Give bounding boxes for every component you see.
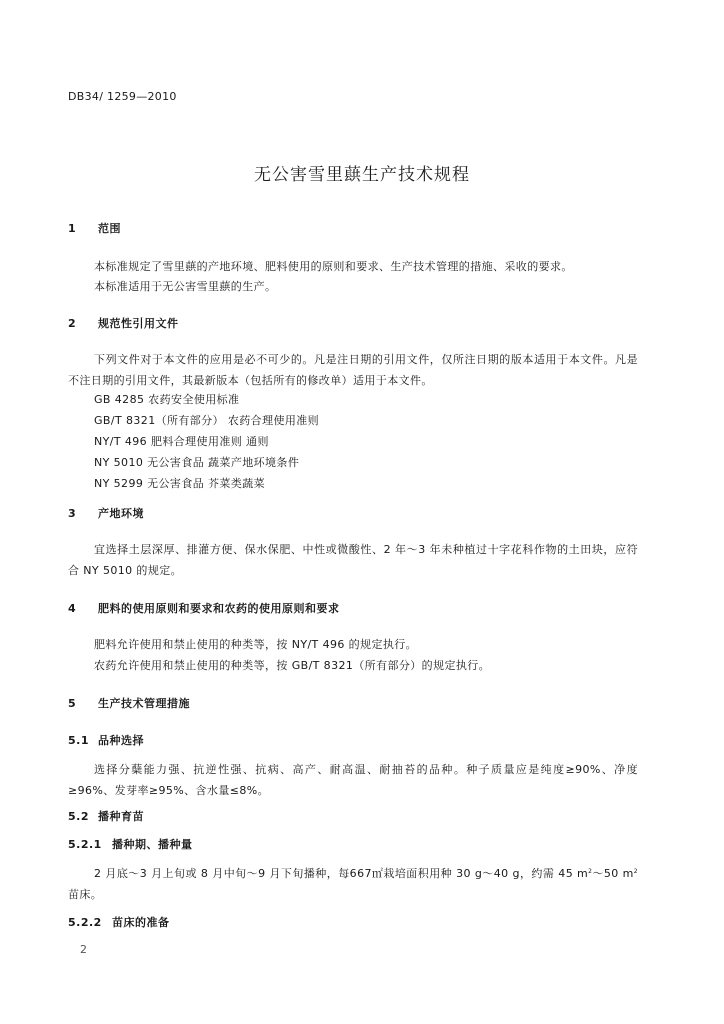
page-number: 2 bbox=[80, 943, 87, 956]
section-number: 2 bbox=[68, 317, 77, 330]
section-3-heading bbox=[68, 505, 144, 521]
section-number: 5.2.2 bbox=[68, 916, 102, 929]
section-5-1-paragraph-1: 选择分蘖能力强、抗逆性强、抗病、高产、耐高温、耐抽苔的品种。种子质量应是纯度≥90%、净度≥96%、发芽率≥95%、含水量≤8%。 bbox=[68, 763, 638, 797]
section-2-paragraph-1: 下列文件对于本文件的应用是必不可少的。凡是注日期的引用文件，仅所注日期的版本适用于本文件。凡是不注日期的引用文件，其最新版本（包括所有的修改单）适用于本文件。 bbox=[68, 353, 638, 387]
reference-item: GB 4285 农药安全使用标准 bbox=[94, 393, 240, 406]
section-title: 范围 bbox=[98, 222, 121, 235]
paragraph-text: ～50 m bbox=[592, 867, 634, 880]
section-5-2-heading bbox=[68, 808, 144, 824]
reference-item: NY 5010 无公害食品 蔬菜产地环境条件 bbox=[94, 456, 300, 469]
section-1-paragraph-1: 本标准规定了雪里蕻的产地环境、肥料使用的原则和要求、生产技术管理的措施、采收的要求。 bbox=[94, 260, 573, 273]
section-4-heading bbox=[68, 600, 340, 616]
section-title: 生产技术管理措施 bbox=[98, 697, 190, 710]
section-number: 4 bbox=[68, 602, 77, 615]
reference-item: NY/T 496 肥料合理使用准则 通则 bbox=[94, 435, 269, 448]
section-number: 1 bbox=[68, 222, 77, 235]
section-5-2-2-heading bbox=[68, 914, 170, 930]
section-2-heading bbox=[68, 315, 179, 331]
document-title: 无公害雪里蕻生产技术规程 bbox=[254, 165, 470, 185]
section-number: 5 bbox=[68, 697, 77, 710]
reference-item: NY 5299 无公害食品 芥菜类蔬菜 bbox=[94, 477, 266, 490]
section-3-paragraph-1: 宜选择土层深厚、排灌方便、保水保肥、中性或微酸性、2 年～3 年未种植过十字花科作物的土田块，应符合 NY 5010 的规定。 bbox=[68, 543, 638, 577]
superscript: 2 bbox=[588, 868, 593, 875]
section-4-paragraph-1: 肥料允许使用和禁止使用的种类等，按 NY/T 496 的规定执行。 bbox=[94, 638, 418, 651]
section-title: 品种选择 bbox=[98, 734, 144, 747]
section-1-paragraph-2: 本标准适用于无公害雪里蕻的生产。 bbox=[94, 280, 277, 293]
section-number: 3 bbox=[68, 507, 77, 520]
section-title: 产地环境 bbox=[98, 507, 144, 520]
section-5-heading bbox=[68, 695, 190, 711]
section-number: 5.1 bbox=[68, 734, 89, 747]
document-code: DB34/ 1259—2010 bbox=[68, 90, 177, 103]
section-5-1-heading bbox=[68, 732, 144, 748]
section-title: 苗床的准备 bbox=[112, 916, 170, 929]
section-title: 播种育苗 bbox=[98, 810, 144, 823]
paragraph-text: 2 月底～3 月上旬或 8 月中旬～9 月下旬播种，每667㎡栽培面积用种 30 g～40 g，约需 45 m bbox=[94, 867, 589, 880]
section-title: 肥料的使用原则和要求和农药的使用原则和要求 bbox=[98, 602, 340, 615]
section-number: 5.2 bbox=[68, 810, 89, 823]
section-title: 规范性引用文件 bbox=[98, 317, 179, 330]
paragraph-text: 苗床。 bbox=[68, 888, 103, 901]
reference-item: GB/T 8321（所有部分） 农药合理使用准则 bbox=[94, 414, 320, 427]
section-1-heading bbox=[68, 220, 121, 236]
section-title: 播种期、播种量 bbox=[112, 838, 193, 851]
section-5-2-1-heading bbox=[68, 836, 193, 852]
section-4-paragraph-2: 农药允许使用和禁止使用的种类等，按 GB/T 8321（所有部分）的规定执行。 bbox=[94, 659, 491, 672]
section-5-2-1-paragraph-1 bbox=[68, 863, 638, 905]
superscript: 2 bbox=[633, 868, 638, 875]
section-number: 5.2.1 bbox=[68, 838, 102, 851]
